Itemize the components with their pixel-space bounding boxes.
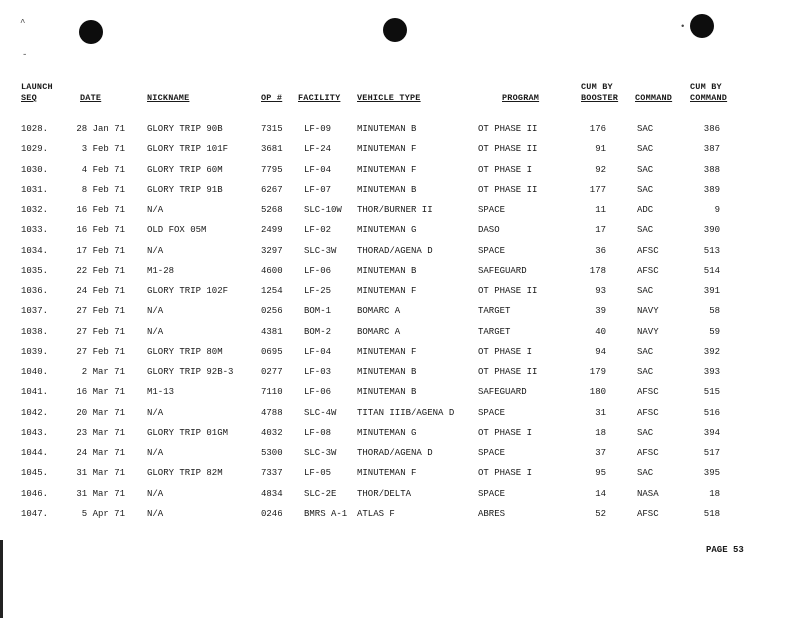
header-date: DATE [80,93,102,103]
header-launch-seq [21,82,53,104]
table-row [0,286,795,300]
cell-date: 31 Mar 71 [76,488,125,499]
cell-seq: 1036. [21,286,49,296]
cell-cum-command: 517 [703,448,720,458]
cell-cum-command: 58 [709,306,720,317]
cell-op: 4788 [261,407,283,418]
cell-seq: 1030. [21,164,49,175]
header-cum-command-line2: COMMAND [690,93,728,103]
cell-vehicle-type: MINUTEMAN B [357,367,417,377]
cell-cum-booster: 93 [595,286,606,296]
cell-op: 7795 [261,164,283,175]
cell-cum-booster: 177 [589,184,606,195]
cell-command: SAC [637,286,654,296]
cell-command: AFSC [637,508,659,519]
cell-vehicle-type: MINUTEMAN B [357,124,417,134]
cell-cum-command: 9 [714,205,720,215]
cell-command: SAC [637,124,654,134]
cell-facility: LF-05 [304,468,332,479]
cell-date: 31 Mar 71 [76,468,125,479]
cell-facility: SLC-2E [304,488,337,499]
cell-op: 6267 [261,184,283,195]
cell-nickname: M1-28 [147,265,175,276]
cell-command: SAC [637,225,654,236]
cell-facility: LF-08 [304,427,332,438]
cell-date: 3 Feb 71 [81,144,125,155]
cell-op: 7110 [261,387,283,398]
cell-vehicle-type: THOR/BURNER II [357,205,433,215]
cell-cum-booster: 31 [595,407,606,418]
cell-command: SAC [637,468,654,479]
cell-seq: 1041. [21,387,49,398]
cell-program: OT PHASE I [478,346,533,357]
cell-date: 28 Jan 71 [76,124,125,134]
table-row [0,408,795,422]
cell-cum-command: 18 [709,488,720,499]
cell-vehicle-type: MINUTEMAN B [357,387,417,398]
cell-op: 4600 [261,265,283,276]
cell-cum-command: 395 [703,468,720,479]
cell-command: SAC [637,184,654,195]
cell-facility: LF-07 [304,184,332,195]
cell-vehicle-type: THORAD/AGENA D [357,448,433,458]
cell-facility: LF-06 [304,387,332,398]
cell-seq: 1039. [21,346,49,357]
cell-op: 3681 [261,144,283,155]
cell-facility: LF-02 [304,225,332,236]
cell-date: 20 Mar 71 [76,407,125,418]
cell-cum-command: 386 [703,124,720,134]
cell-seq: 1033. [21,225,49,236]
header-cum-booster-line1: CUM BY [581,82,613,92]
cell-vehicle-type: MINUTEMAN F [357,286,417,296]
cell-facility: LF-03 [304,367,332,377]
cell-cum-booster: 40 [595,326,606,337]
table-row [0,266,795,280]
cell-cum-booster: 17 [595,225,606,236]
cell-facility: BOM-1 [304,306,332,317]
cell-date: 5 Apr 71 [81,508,125,519]
header-command: COMMAND [635,93,673,103]
table-row [0,428,795,442]
cell-seq: 1032. [21,205,49,215]
cell-date: 4 Feb 71 [81,164,125,175]
cell-program: TARGET [478,326,511,337]
cell-vehicle-type: THOR/DELTA [357,488,412,499]
cell-op: 5300 [261,448,283,458]
cell-cum-booster: 37 [595,448,606,458]
cell-cum-command: 388 [703,164,720,175]
cell-facility: BMRS A-1 [304,508,348,519]
table-row [0,165,795,179]
cell-seq: 1040. [21,367,49,377]
cell-cum-command: 387 [703,144,720,155]
header-seq-line1: LAUNCH [21,82,53,92]
cell-cum-booster: 14 [595,488,606,499]
cell-vehicle-type: MINUTEMAN F [357,144,417,155]
cell-vehicle-type: MINUTEMAN G [357,225,417,236]
cell-date: 24 Mar 71 [76,448,125,458]
cell-program: OT PHASE II [478,286,538,296]
cell-command: NAVY [637,326,659,337]
cell-op: 0695 [261,346,283,357]
cell-program: SPACE [478,488,506,499]
cell-seq: 1045. [21,468,49,479]
cell-facility: LF-04 [304,346,332,357]
cell-nickname: GLORY TRIP 80M [147,346,223,357]
cell-cum-booster: 11 [595,205,606,215]
cell-nickname: N/A [147,448,164,458]
cell-nickname: GLORY TRIP 60M [147,164,223,175]
cell-program: OT PHASE I [478,427,533,438]
cell-program: TARGET [478,306,511,317]
cell-program: SPACE [478,448,506,458]
header-nickname: NICKNAME [147,93,190,103]
cell-seq: 1035. [21,265,49,276]
cell-cum-booster: 36 [595,245,606,256]
cell-cum-command: 389 [703,184,720,195]
cell-op: 4834 [261,488,283,499]
header-cum-by-command [690,82,727,104]
table-row [0,225,795,239]
table-row [0,327,795,341]
cell-command: SAC [637,367,654,377]
table-row [0,185,795,199]
cell-cum-booster: 95 [595,468,606,479]
cell-seq: 1031. [21,184,49,195]
cell-vehicle-type: MINUTEMAN F [357,346,417,357]
table-row [0,387,795,401]
header-op: OP # [261,93,283,103]
cell-vehicle-type: MINUTEMAN F [357,164,417,175]
cell-date: 27 Feb 71 [76,306,125,317]
table-row [0,124,795,138]
cell-nickname: N/A [147,488,164,499]
cell-command: AFSC [637,265,659,276]
cell-program: SAFEGUARD [478,387,527,398]
cell-cum-command: 515 [703,387,720,398]
cell-cum-command: 516 [703,407,720,418]
table-row [0,306,795,320]
cell-date: 27 Feb 71 [76,326,125,337]
cell-nickname: N/A [147,508,164,519]
cell-program: SPACE [478,245,506,256]
cell-cum-booster: 92 [595,164,606,175]
cell-cum-command: 392 [703,346,720,357]
cell-command: SAC [637,164,654,175]
cell-nickname: N/A [147,245,164,256]
cell-facility: LF-04 [304,164,332,175]
cell-nickname: GLORY TRIP 91B [147,184,223,195]
page-edge-shadow [0,540,3,618]
cell-cum-booster: 176 [589,124,606,134]
cell-cum-command: 390 [703,225,720,236]
cell-op: 0256 [261,306,283,317]
cell-facility: LF-09 [304,124,332,134]
cell-nickname: M1-13 [147,387,175,398]
cell-vehicle-type: MINUTEMAN G [357,427,417,438]
cell-date: 16 Mar 71 [76,387,125,398]
cell-seq: 1044. [21,448,49,458]
header-cum-command-line1: CUM BY [690,82,722,92]
cell-command: AFSC [637,448,659,458]
cell-cum-command: 391 [703,286,720,296]
cell-program: OT PHASE II [478,367,538,377]
cell-op: 5268 [261,205,283,215]
cell-cum-booster: 52 [595,508,606,519]
punch-hole-right [690,14,714,38]
cell-cum-booster: 94 [595,346,606,357]
scan-speck: - [22,50,28,60]
header-vehicle-type: VEHICLE TYPE [357,93,421,103]
cell-op: 0246 [261,508,283,519]
cell-nickname: OLD FOX 05M [147,225,207,236]
cell-op: 7337 [261,468,283,479]
table-row [0,448,795,462]
cell-nickname: GLORY TRIP 82M [147,468,223,479]
cell-date: 24 Feb 71 [76,286,125,296]
cell-facility: BOM-2 [304,326,332,337]
table-row [0,468,795,482]
cell-date: 27 Feb 71 [76,346,125,357]
cell-seq: 1042. [21,407,49,418]
cell-vehicle-type: MINUTEMAN B [357,265,417,276]
cell-command: SAC [637,346,654,357]
header-program: PROGRAM [502,93,540,103]
cell-cum-booster: 18 [595,427,606,438]
cell-cum-command: 513 [703,245,720,256]
table-row [0,509,795,523]
cell-facility: SLC-3W [304,245,337,256]
cell-seq: 1029. [21,144,49,155]
cell-op: 1254 [261,286,283,296]
cell-seq: 1047. [21,508,49,519]
cell-program: SPACE [478,407,506,418]
table-row [0,205,795,219]
cell-date: 17 Feb 71 [76,245,125,256]
cell-facility: SLC-10W [304,205,342,215]
cell-cum-booster: 91 [595,144,606,155]
cell-date: 16 Feb 71 [76,205,125,215]
cell-command: SAC [637,144,654,155]
cell-seq: 1037. [21,306,49,317]
header-cum-by-booster [581,82,618,104]
cell-seq: 1043. [21,427,49,438]
header-facility: FACILITY [298,93,341,103]
cell-command: AFSC [637,387,659,398]
cell-date: 8 Feb 71 [81,184,125,195]
cell-vehicle-type: THORAD/AGENA D [357,245,433,256]
cell-vehicle-type: TITAN IIIB/AGENA D [357,407,455,418]
cell-cum-command: 394 [703,427,720,438]
cell-program: OT PHASE I [478,164,533,175]
cell-op: 2499 [261,225,283,236]
header-cum-booster-line2: BOOSTER [581,93,619,103]
cell-facility: SLC-3W [304,448,337,458]
cell-facility: LF-24 [304,144,332,155]
cell-cum-command: 518 [703,508,720,519]
cell-command: SAC [637,427,654,438]
cell-program: SAFEGUARD [478,265,527,276]
cell-vehicle-type: BOMARC A [357,326,401,337]
cell-facility: LF-06 [304,265,332,276]
cell-program: OT PHASE II [478,144,538,155]
cell-cum-command: 514 [703,265,720,276]
cell-nickname: GLORY TRIP 92B-3 [147,367,234,377]
table-row [0,347,795,361]
cell-program: ABRES [478,508,506,519]
cell-op: 7315 [261,124,283,134]
header-seq-line2: SEQ [21,93,37,103]
cell-nickname: N/A [147,306,164,317]
cell-vehicle-type: MINUTEMAN B [357,184,417,195]
cell-nickname: GLORY TRIP 01GM [147,427,229,438]
cell-command: AFSC [637,245,659,256]
cell-op: 3297 [261,245,283,256]
cell-vehicle-type: ATLAS F [357,508,395,519]
cell-cum-booster: 178 [589,265,606,276]
cell-date: 2 Mar 71 [81,367,125,377]
cell-program: DASO [478,225,500,236]
table-row [0,489,795,503]
cell-date: 16 Feb 71 [76,225,125,236]
table-row [0,246,795,260]
cell-date: 22 Feb 71 [76,265,125,276]
cell-command: NAVY [637,306,659,317]
cell-nickname: GLORY TRIP 101F [147,144,229,155]
cell-program: OT PHASE I [478,468,533,479]
cell-cum-booster: 180 [589,387,606,398]
cell-cum-command: 393 [703,367,720,377]
cell-vehicle-type: MINUTEMAN F [357,468,417,479]
cell-program: OT PHASE II [478,184,538,195]
cell-nickname: N/A [147,407,164,418]
cell-program: OT PHASE II [478,124,538,134]
cell-seq: 1028. [21,124,49,134]
page-number: PAGE 53 [706,545,744,555]
cell-facility: SLC-4W [304,407,337,418]
cell-command: AFSC [637,407,659,418]
cell-command: ADC [637,205,654,215]
cell-op: 0277 [261,367,283,377]
cell-date: 23 Mar 71 [76,427,125,438]
punch-hole-center [383,18,407,42]
cell-nickname: N/A [147,205,164,215]
cell-facility: LF-25 [304,286,332,296]
cell-op: 4381 [261,326,283,337]
cell-seq: 1038. [21,326,49,337]
scan-speck: ^ [20,18,26,28]
cell-vehicle-type: BOMARC A [357,306,401,317]
cell-cum-command: 59 [709,326,720,337]
table-row [0,144,795,158]
cell-seq: 1046. [21,488,49,499]
scan-speck: • [680,22,686,32]
cell-nickname: GLORY TRIP 102F [147,286,229,296]
cell-program: SPACE [478,205,506,215]
cell-seq: 1034. [21,245,49,256]
cell-nickname: N/A [147,326,164,337]
table-row [0,367,795,381]
cell-cum-booster: 179 [589,367,606,377]
cell-cum-booster: 39 [595,306,606,317]
cell-op: 4032 [261,427,283,438]
cell-nickname: GLORY TRIP 90B [147,124,223,134]
punch-hole-left [79,20,103,44]
cell-command: NASA [637,488,659,499]
